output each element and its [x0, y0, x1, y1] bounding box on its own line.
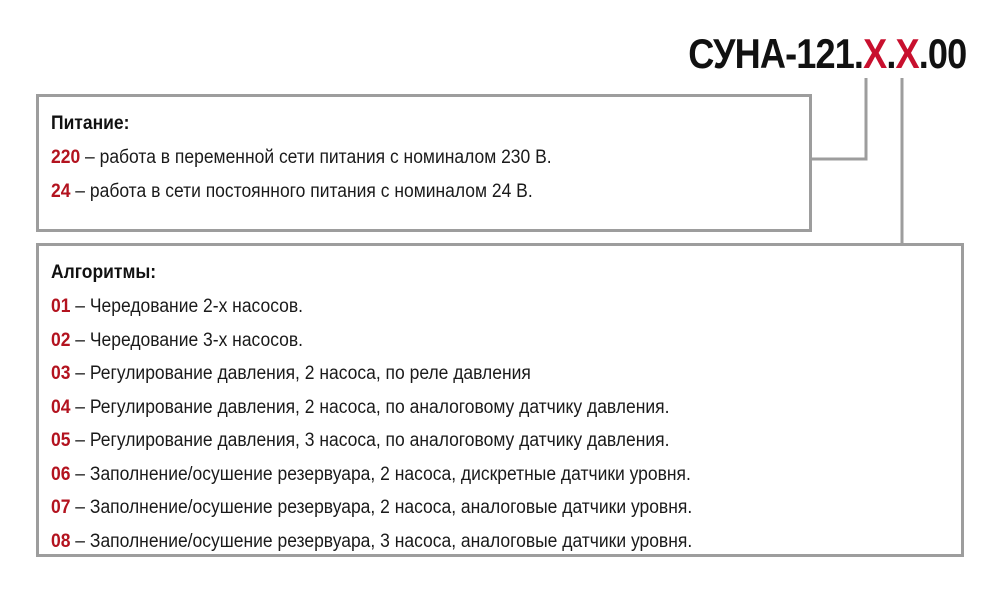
power-box [36, 94, 812, 232]
power-desc: – работа в переменной сети питания с номиналом 230 В. [80, 147, 552, 168]
power-item [51, 175, 737, 209]
model-suffix: .00 [918, 30, 966, 77]
algorithm-code: 02 [51, 329, 71, 351]
power-desc: – работа в сети постоянного питания с номиналом 24 В. [70, 180, 533, 202]
algorithm-desc: – Регулирование давления, 3 насоса, по аналоговому датчику давления. [70, 430, 670, 451]
algorithm-item [51, 525, 877, 559]
algorithm-code: 03 [51, 363, 71, 384]
algorithm-code: 05 [51, 430, 71, 451]
model-designation [688, 30, 966, 78]
algorithm-desc: – Заполнение/осушение резервуара, 2 насоса, дискретные датчики уровня. [70, 463, 691, 485]
power-code: 220 [51, 147, 81, 168]
connector-power [812, 78, 866, 159]
algorithm-item [51, 391, 877, 425]
algorithm-item [51, 357, 877, 391]
power-code: 24 [51, 180, 71, 202]
algorithm-item [51, 424, 877, 458]
power-item [51, 141, 737, 175]
algorithm-desc: – Заполнение/осушение резервуара, 2 насоса, аналоговые датчики уровня. [70, 497, 693, 518]
model-variable-algorithm: X [895, 30, 919, 77]
algorithm-desc: – Чередование 3-х насосов. [70, 329, 304, 351]
algorithm-item [51, 324, 877, 358]
algorithm-item [51, 491, 877, 525]
algorithm-code: 07 [51, 497, 71, 518]
algorithm-code: 04 [51, 396, 71, 418]
algorithm-desc: – Чередование 2-х насосов. [70, 296, 304, 317]
algorithm-code: 06 [51, 463, 71, 485]
model-dot: . [885, 30, 896, 77]
algorithm-desc: – Регулирование давления, 2 насоса, по аналоговому датчику давления. [70, 396, 670, 418]
algorithm-desc: – Заполнение/осушение резервуара, 3 насоса, аналоговые датчики уровня. [70, 530, 693, 552]
model-variable-power: X [862, 30, 886, 77]
algorithm-item [51, 458, 877, 492]
algorithm-desc: – Регулирование давления, 2 насоса, по реле давления [70, 363, 531, 384]
algorithm-code: 01 [51, 296, 71, 317]
algorithms-box [36, 243, 964, 557]
algorithm-code: 08 [51, 530, 71, 552]
algorithms-title: Алгоритмы: [51, 262, 157, 283]
model-prefix: СУНА-121. [687, 30, 863, 77]
algorithm-item [51, 290, 877, 324]
power-title: Питание: [51, 113, 130, 134]
